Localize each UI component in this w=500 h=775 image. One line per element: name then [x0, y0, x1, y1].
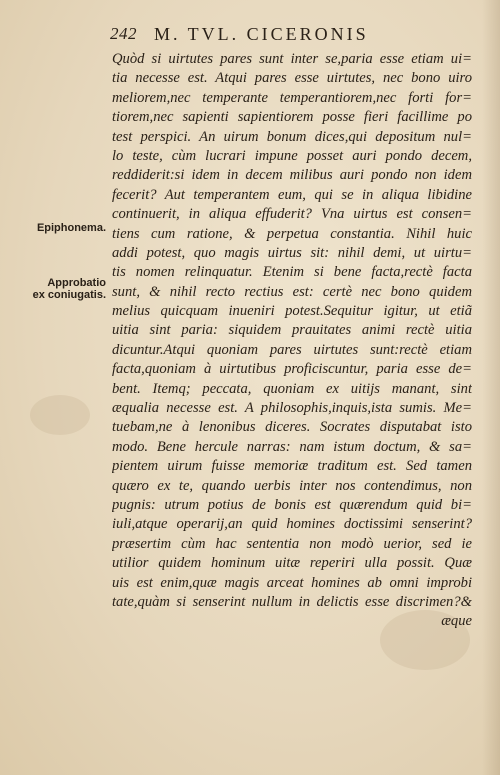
text-line: præsertim cùm hac sententia non modò uerior, sed ie — [112, 535, 472, 552]
text-line: tia necesse est. Atqui pares esse uirtutes, nec bono uiro — [112, 70, 472, 87]
text-line: Quòd si uirtutes pares sunt inter se,paria esse etiam ui= — [112, 51, 472, 67]
margin-note-text: Epiphonema. — [36, 222, 106, 234]
margin-note-approbatio — [22, 277, 106, 301]
text-line: tate,quàm si senserint nullum in delictis esse discrimen?& — [112, 593, 472, 610]
page-header — [110, 24, 470, 46]
text-line: facta,quoniam à uirtutibus proficiscuntur, paria esse de= — [112, 361, 472, 378]
text-line: dicuntur.Atqui quoniam pares uirtutes sunt:rectè etiam — [112, 341, 472, 358]
body-text — [112, 50, 472, 632]
text-line: reddiderit:si idem in decem milibus auri pondo non idem — [112, 167, 472, 184]
text-line: iuli,atque operarij,an quid homines doctissimi senserint? — [112, 516, 472, 533]
text-line: æque — [441, 613, 472, 630]
text-line: utilior quidem hominum uitæ reperiri ulla possit. Quæ — [112, 555, 472, 572]
text-line: meliorem,nec temperante temperantiorem,nec forti for= — [112, 89, 472, 106]
text-line: æqualia necesse est. A philosophis,inquis,ista sumis. Me= — [112, 400, 472, 417]
text-line: sunt, & nihil recto rectius est: certè nec bono quidem — [112, 283, 472, 300]
text-line: lo teste, cùm lucrari impune posset auri pondo decem, — [112, 147, 472, 164]
margin-note-text: Approbatio — [47, 277, 106, 289]
text-line: fecerit? Aut temperantem eum, qui se in aliqua libidine — [112, 186, 472, 203]
text-line: uitia sint paria: siquidem prauitates animi rectè uitia — [112, 322, 472, 339]
text-line: continuerit, in aliqua effuderit? Vna uirtus est consen= — [112, 206, 472, 223]
text-line: test perspici. An uirum bonum dices,qui depositum nul= — [112, 128, 472, 145]
text-line: melius quicquam inueniri potest.Sequitur igitur, ut etiã — [112, 303, 472, 320]
text-line: modo. Bene hercule narras: nam istum doctum, & sa= — [112, 438, 472, 455]
text-line: tuebam,ne à lenonibus diceres. Socrates disputabat isto — [112, 419, 472, 436]
text-line: bent. Itemq; peccata, quoniam ex uitijs manant, sint — [112, 380, 472, 397]
text-line: quæro ex te, quando uerbis inter nos contendimus, non — [112, 477, 472, 494]
text-line: addi potest, quo magis uirtus sit: nihil demi, ut uirtu= — [112, 244, 472, 261]
margin-note-epiphonema — [30, 222, 106, 234]
text-line: tis nomen relinquatur. Etenim si bene facta,rectè facta — [112, 264, 472, 281]
page-number: 242 — [110, 24, 137, 43]
text-line: uis est enim,quæ magis arceat homines ab omni improbi — [112, 574, 472, 591]
text-line: pugnis: utrum potius de bonis est quærendum quid bi= — [112, 496, 472, 513]
text-line: tiens cum ratione, & perpetua constantia. Nihil huic — [112, 225, 472, 242]
gutter-shadow — [482, 0, 500, 775]
running-head: M. TVL. CICERONIS — [154, 24, 369, 44]
paper-stain — [30, 395, 90, 435]
text-line: tiorem,nec sapienti sapientiorem posse fieri facillime po — [112, 109, 472, 126]
margin-note-text: ex coniugatis. — [32, 289, 106, 301]
text-line: pientem uirum fuisse memoriæ traditum est. Sed tamen — [112, 458, 472, 475]
